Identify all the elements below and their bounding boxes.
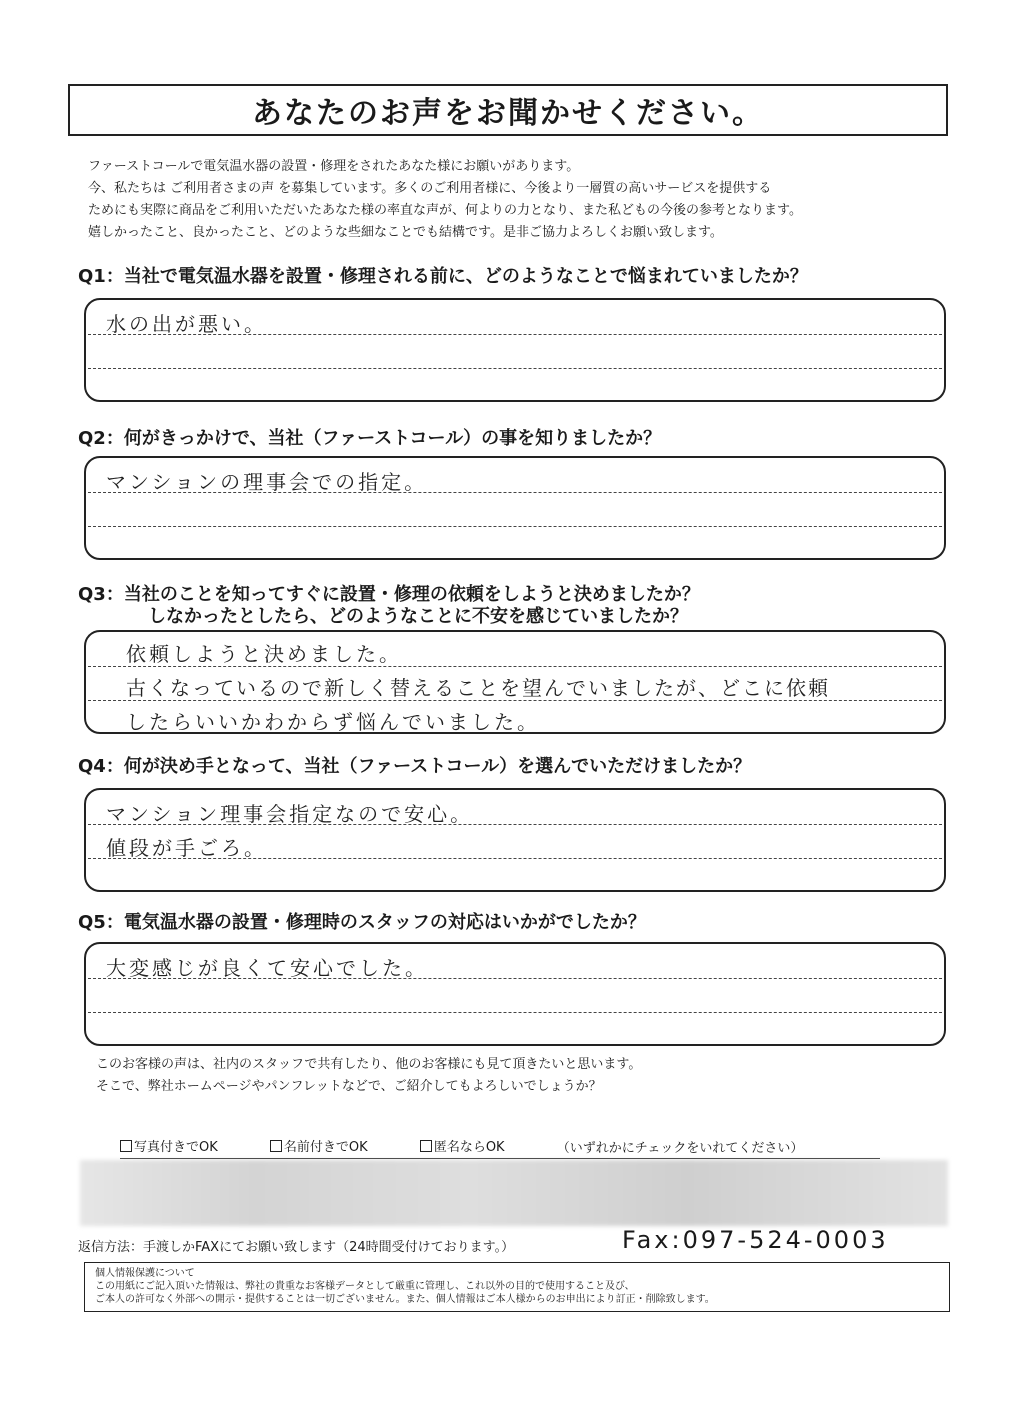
q2-answer-text: マンションの理事会での指定。: [106, 470, 428, 494]
privacy-notice: [84, 1262, 950, 1312]
checkbox-icon[interactable]: [270, 1140, 282, 1152]
fax-number: Fax:097-524-0003: [622, 1226, 889, 1254]
q2-answer-box[interactable]: [84, 456, 946, 560]
q5-answer-text: 大変感じが良くて安心でした。: [106, 956, 428, 980]
q2-heading: Q2：何がきっかけで、当社（ファーストコール）の事を知りましたか？: [78, 428, 662, 449]
consent-options: [120, 1136, 880, 1159]
checkbox-icon[interactable]: [120, 1140, 132, 1152]
q1-answer-box[interactable]: [84, 298, 946, 402]
q5-heading: Q5：電気温水器の設置・修理時のスタッフの対応はいかがでしたか？: [78, 912, 646, 933]
reply-method: 返信方法：手渡しかFAXにてお願い致します（24時間受付けております。）: [78, 1240, 515, 1255]
consent-line2: そこで、弊社ホームページやパンフレットなどで、ご紹介してもよろしいでしょうか？: [96, 1079, 602, 1094]
q1-answer-text: 水の出が悪い。: [106, 312, 267, 336]
q4-heading: Q4：何が決め手となって、当社（ファーストコール）を選んでいただけましたか？: [78, 756, 752, 777]
q1-heading: Q1：当社で電気温水器を設置・修理される前に、どのようなことで悩まれていましたか？: [78, 266, 808, 287]
intro-line: ためにも実際に商品をご利用いただいたあなた様の率直な声が、何よりの力となり、また私どもの今後の参考となります。: [88, 203, 802, 218]
q3-heading-line2: しなかったとしたら、どのようなことに不安を感じていましたか？: [148, 606, 688, 627]
option-name[interactable]: 名前付きでOK: [270, 1136, 368, 1155]
intro-text: [88, 156, 948, 244]
consent-line1: このお客様の声は、社内のスタッフで共有したり、他のお客様にも見て頂きたいと思います。: [96, 1057, 642, 1072]
q5-answer-box[interactable]: [84, 942, 946, 1046]
page-title: あなたのお声をお聞かせください。: [252, 96, 764, 131]
privacy-title: 個人情報保護について: [95, 1268, 195, 1279]
q3-heading: Q3：当社のことを知ってすぐに設置・修理の依頼をしようと決めましたか？: [78, 584, 700, 605]
options-note: （いずれかにチェックをいれてください）: [556, 1140, 804, 1156]
title-box: [68, 84, 948, 136]
q3-answer-box[interactable]: [84, 630, 946, 734]
q3-answer-line2: 古くなっているので新しく替えることを望んでいましたが、どこに依頼: [126, 676, 830, 700]
intro-line: 今、私たちは ご利用者さまの声 を募集しています。多くのご利用者様に、今後より一層質の高いサービスを提供する: [88, 181, 772, 196]
q4-answer-line2: 値段が手ごろ。: [106, 836, 267, 860]
intro-line: 嬉しかったこと、良かったこと、どのような些細なことでも結構です。是非ご協力よろしくお願い致します。: [88, 225, 723, 240]
option-anonymous[interactable]: 匿名ならOK: [420, 1136, 505, 1155]
privacy-line1: この用紙にご記入頂いた情報は、弊社の貴重なお客様データとして厳重に管理し、これ以外の目的で使用すること及び、: [95, 1281, 635, 1292]
intro-line: ファーストコールで電気温水器の設置・修理をされたあなた様にお願いがあります。: [88, 159, 580, 174]
privacy-line2: ご本人の許可なく外部への開示・提供することは一切ございません。また、個人情報はご本人様からのお申出により訂正・削除致します。: [95, 1294, 715, 1305]
consent-text: [96, 1054, 641, 1098]
q4-answer-line1: マンション理事会指定なので安心。: [106, 802, 474, 826]
option-photo[interactable]: 写真付きでOK: [120, 1136, 218, 1155]
checkbox-icon[interactable]: [420, 1140, 432, 1152]
q4-answer-box[interactable]: [84, 788, 946, 892]
q3-answer-line3: したらいいかわからず悩んでいました。: [126, 710, 540, 734]
q3-answer-line1: 依頼しようと決めました。: [126, 642, 402, 666]
blurred-customer-info: [80, 1160, 948, 1226]
